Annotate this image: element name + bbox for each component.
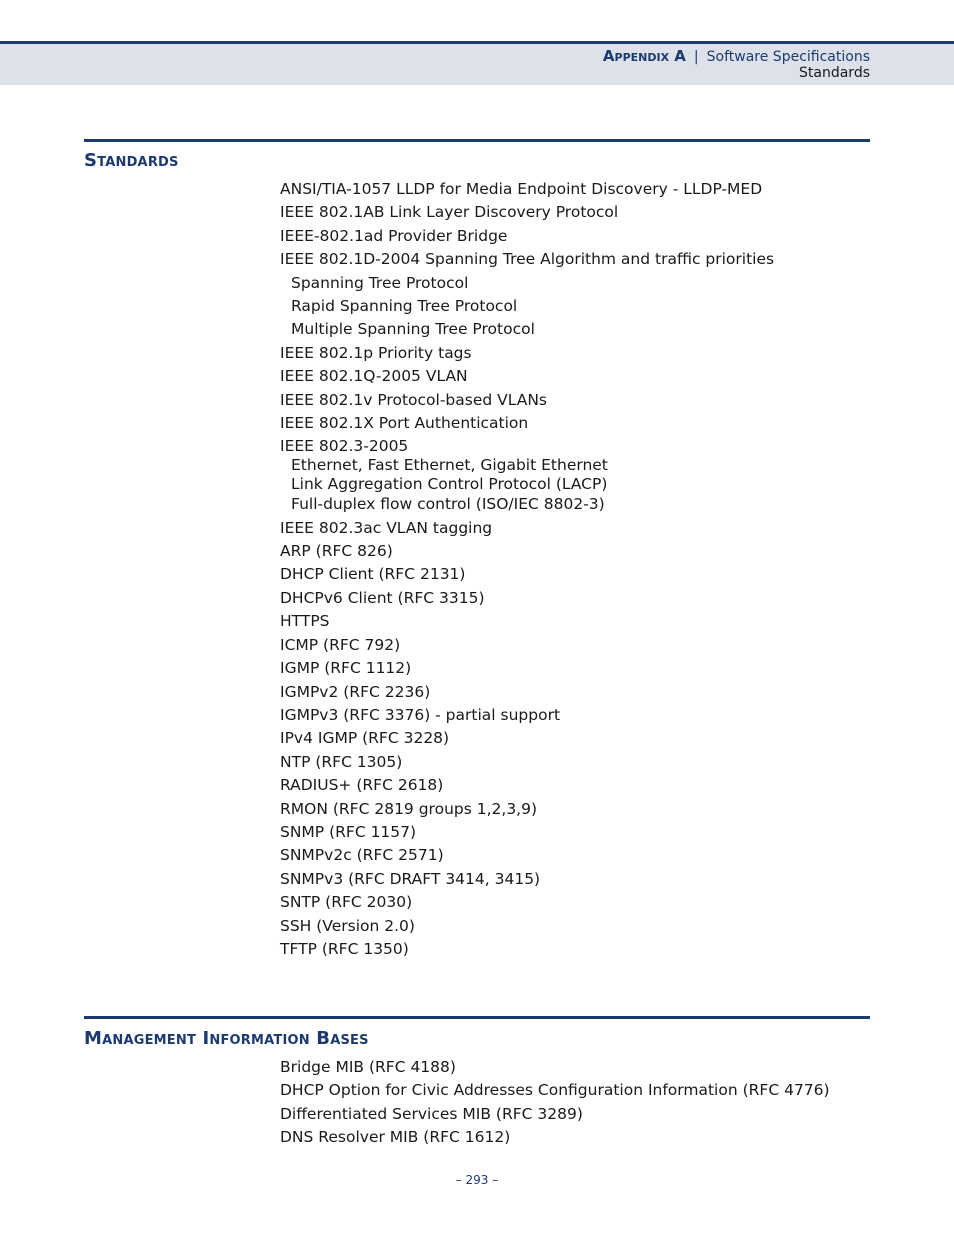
list-item: SNMPv2c (RFC 2571) [280,846,444,865]
header-breadcrumb [603,47,870,65]
list-item: SNTP (RFC 2030) [280,893,413,912]
list-item: IGMP (RFC 1112) [280,659,412,678]
list-subitem: Ethernet, Fast Ethernet, Gigabit Ethernet [291,456,608,475]
list-item: IEEE 802.3ac VLAN tagging [280,518,493,537]
list-item: ARP (RFC 826) [280,542,393,561]
list-item: IEEE 802.1X Port Authentication [280,414,529,433]
list-item: RMON (RFC 2819 groups 1,2,3,9) [280,799,538,818]
list-item: IGMPv2 (RFC 2236) [280,682,431,701]
page-header [0,41,954,85]
list-item: IPv4 IGMP (RFC 3228) [280,729,450,748]
section-divider-mibs [84,1016,870,1019]
section-title-standards: Standards [84,150,179,171]
list-item: SNMP (RFC 1157) [280,822,417,841]
list-item: RADIUS+ (RFC 2618) [280,776,444,795]
standards-list [280,178,774,961]
list-item: HTTPS [280,612,330,631]
list-item: IEEE 802.1AB Link Layer Discovery Protocol [280,203,619,222]
list-item: IEEE 802.1p Priority tags [280,343,472,362]
list-item: SNMPv3 (RFC DRAFT 3414, 3415) [280,869,541,888]
list-item: ANSI/TIA-1057 LLDP for Media Endpoint Discovery - LLDP-MED [280,180,763,198]
chapter-title: Software Specifications [706,49,870,65]
header-section-title: Standards [799,65,870,81]
list-subitem: Rapid Spanning Tree Protocol [291,297,518,316]
list-subitem: Full-duplex flow control (ISO/IEC 8802-3) [291,495,605,514]
list-subitem: Multiple Spanning Tree Protocol [291,320,535,339]
list-subitem: Spanning Tree Protocol [291,273,469,292]
list-item: SSH (Version 2.0) [280,916,415,935]
list-item: ICMP (RFC 792) [280,635,401,654]
list-item: Bridge MIB (RFC 4188) [280,1058,456,1076]
list-item: Differentiated Services MIB (RFC 3289) [280,1104,583,1123]
list-item: IEEE 802.1D-2004 Spanning Tree Algorithm and traffic priorities [280,250,775,269]
list-item: IEEE 802.3-2005 [280,437,409,456]
list-item: DNS Resolver MIB (RFC 1612) [280,1128,511,1147]
list-item: TFTP (RFC 1350) [280,939,409,958]
list-item: IGMPv3 (RFC 3376) - partial support [280,705,561,724]
section-title-mibs: Management Information Bases [84,1028,369,1049]
list-item: IEEE 802.1Q-2005 VLAN [280,367,468,386]
list-item: DHCP Client (RFC 2131) [280,565,466,584]
list-item: DHCPv6 Client (RFC 3315) [280,588,485,607]
appendix-label: Appendix A [602,47,686,65]
list-item: NTP (RFC 1305) [280,752,403,771]
list-item: IEEE-802.1ad Provider Bridge [280,226,508,245]
list-subitem: Link Aggregation Control Protocol (LACP) [291,474,608,493]
page-number: – 293 – [455,1173,499,1187]
section-divider-standards [84,139,870,142]
list-item: IEEE 802.1v Protocol-based VLANs [280,390,547,409]
header-separator: | [693,49,699,65]
mibs-list [280,1056,830,1150]
list-item: DHCP Option for Civic Addresses Configuration Information (RFC 4776) [280,1081,830,1100]
